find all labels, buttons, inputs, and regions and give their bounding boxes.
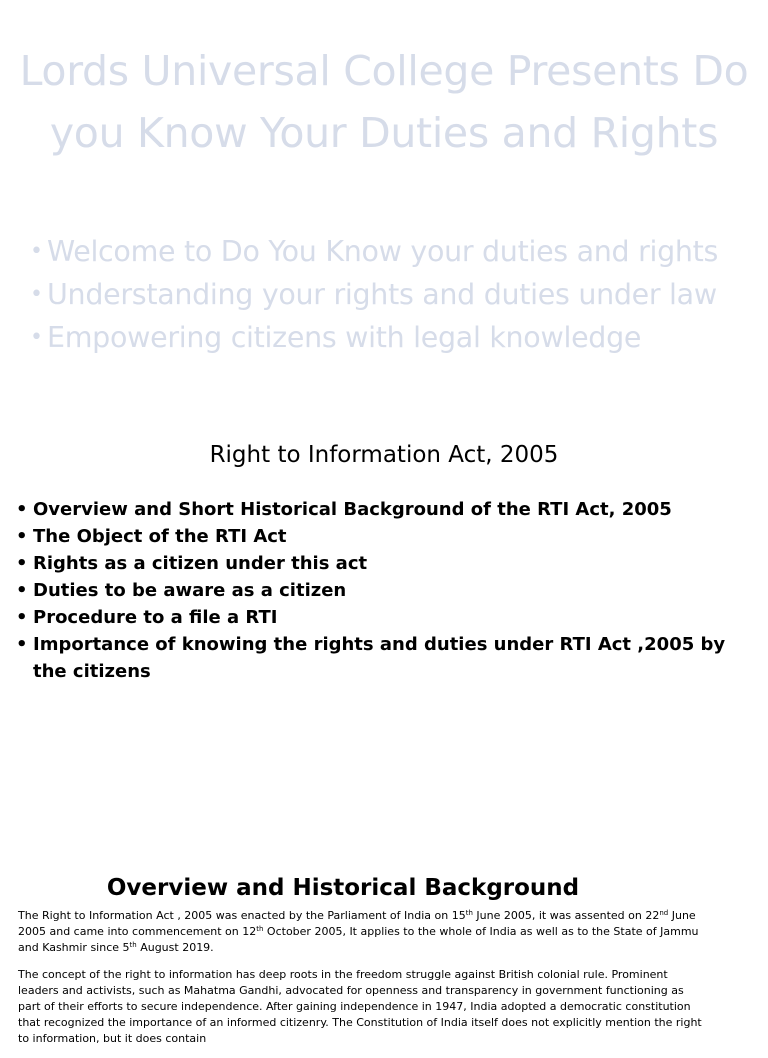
- intro-bullet: • Empowering citizens with legal knowledge: [30, 316, 765, 359]
- overview-paragraph-1: [18, 908, 708, 956]
- overview-body: [18, 908, 708, 1058]
- p1-text-a: The Right to Information Act , 2005 was enacted by the Parliament of India on 15: [18, 909, 466, 922]
- p1-sup-d: th: [129, 941, 137, 949]
- slide-intro: [0, 0, 768, 384]
- rti-bullet: • Procedure to a file a RTI: [16, 604, 746, 631]
- p1-text-b: June 2005, it was assented on 22: [472, 909, 660, 922]
- intro-bullet: • Understanding your rights and duties under law: [30, 273, 765, 316]
- rti-title: Right to Information Act, 2005: [209, 442, 559, 468]
- overview-title: Overview and Historical Background: [106, 875, 580, 901]
- p1-text-e: August 2019.: [136, 941, 214, 954]
- rti-bullet: • Overview and Short Historical Background of the RTI Act, 2005: [16, 496, 746, 523]
- p1-sup-b: nd: [659, 909, 669, 917]
- overview-paragraph-2: The concept of the right to information has deep roots in the freedom struggle against British colonial rule. Prominent leaders and activists, such as Mahatma Gandhi, advocated for openness and transparency in government functioning as part of their efforts to secure independence. After gaining independence in 1947, India adopted a democratic constitution that recognized the importance of an informed citizenry. The Constitution of India itself does not explicitly mention the right to information, but it does contain: [18, 968, 702, 1045]
- p1-sup-a: th: [465, 909, 473, 917]
- p1-text-c: June 2005 and came into commencement on 12: [18, 909, 696, 938]
- intro-bullet-list: [30, 230, 765, 359]
- slide-rti-agenda: [0, 384, 768, 852]
- p1-text-d: October 2005, It applies to the whole of India as well as to the State of Jammu and Kashmir since 5: [18, 925, 699, 954]
- slide-overview: [0, 852, 768, 1045]
- rti-bullet: • Rights as a citizen under this act: [16, 550, 746, 577]
- rti-bullet: • The Object of the RTI Act: [16, 523, 746, 550]
- rti-bullet: • Duties to be aware as a citizen: [16, 577, 746, 604]
- intro-title: Lords Universal College Presents Do you Know Your Duties and Rights: [19, 47, 749, 157]
- p1-sup-c: th: [256, 925, 264, 933]
- rti-bullet: • Importance of knowing the rights and duties under RTI Act ,2005 by the citizens: [16, 631, 746, 685]
- rti-bullet-list: [16, 496, 746, 685]
- intro-bullet: • Welcome to Do You Know your duties and rights: [30, 230, 765, 273]
